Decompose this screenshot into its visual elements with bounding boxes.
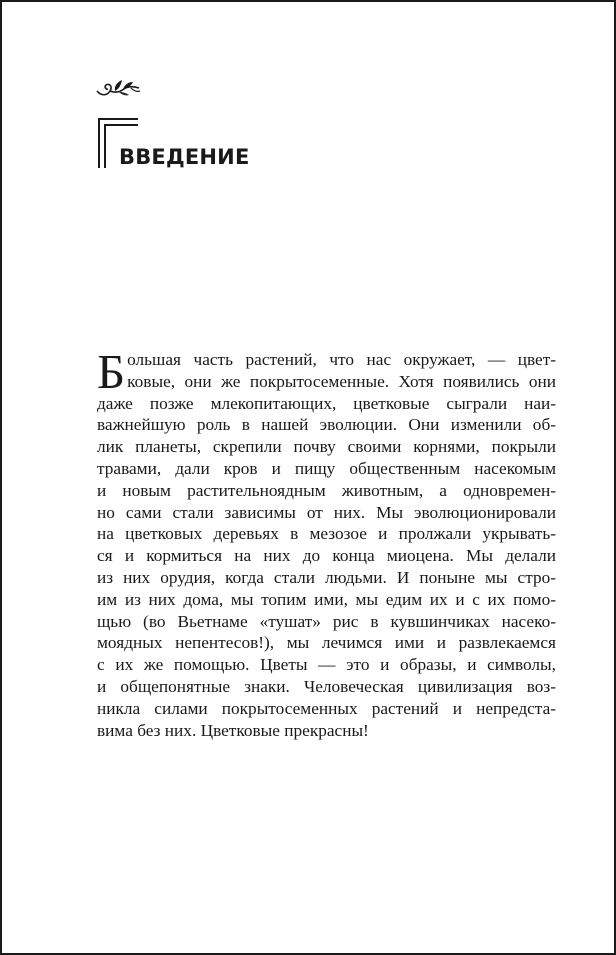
- floral-vine-ornament-icon: [95, 76, 141, 100]
- text-line: с их же помощью. Цветы — это и образы, и символы,: [97, 655, 556, 675]
- intro-paragraph: [97, 344, 556, 741]
- text-line: ковые, они же покрытосеменные. Хотя появились они: [127, 371, 556, 391]
- text-line: никла силами покрытосеменных растений и непредста-: [97, 698, 556, 718]
- text-line: лик планеты, скрепили почву своими корнями, покрыли: [97, 437, 556, 457]
- drop-cap: Б: [97, 344, 126, 399]
- text-line: и новым растительноядным животным, а одновремен-: [97, 480, 556, 500]
- text-line: важнейшую роль в нашей эволюции. Они изменили об-: [97, 415, 556, 435]
- text-line: на цветковых деревьях в мезозое и пролжали укрывать-: [97, 524, 556, 544]
- text-line: но сами стали зависимы от них. Мы эволюционировали: [97, 502, 556, 522]
- text-line: ся и кормиться на них до конца миоцена. Мы делали: [97, 546, 556, 566]
- text-line: из них орудия, когда стали людьми. И поныне мы стро-: [97, 567, 556, 587]
- text-line: ольшая часть растений, что нас окружает, — цвет-: [127, 350, 556, 369]
- text-line: им из них дома, мы топим ими, мы едим их и с их помо-: [97, 589, 556, 609]
- chapter-title: ВВЕДЕНИЕ: [119, 145, 250, 169]
- text-line: травами, дали кров и пищу общественным насекомым: [97, 458, 556, 478]
- text-line: и общепонятные знаки. Человеческая цивилизация воз-: [97, 676, 556, 696]
- text-line: моядных непентесов!), мы лечимся ими и развлекаемся: [97, 633, 556, 653]
- text-line: даже позже млекопитающих, цветковые сыграли наи-: [97, 393, 556, 413]
- text-line: вима без них. Цветковые прекрасны!: [97, 720, 369, 740]
- text-line: щью (во Вьетнаме «тушат» рис в кувшинчиках насеко-: [97, 611, 556, 631]
